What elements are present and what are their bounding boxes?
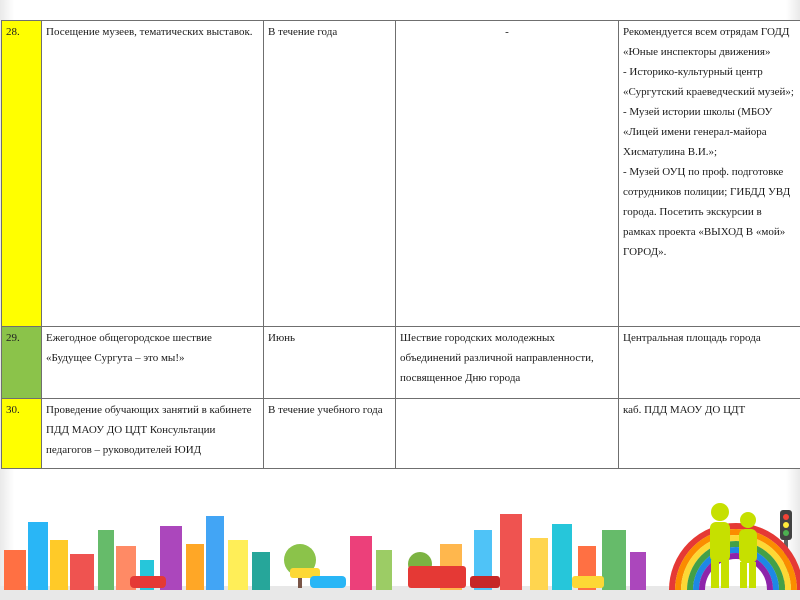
place-cell: Центральная площадь города bbox=[619, 327, 800, 399]
event-cell: Ежегодное общегородское шествие «Будущее Сургута – это мы!» bbox=[42, 327, 264, 399]
description-cell bbox=[396, 399, 619, 469]
description-cell: Шествие городских молодежных объединений различной направленности, посвященное Дню города bbox=[396, 327, 619, 399]
period-cell: Июнь bbox=[264, 327, 396, 399]
table-row bbox=[2, 399, 800, 469]
event-cell: Проведение обучающих занятий в кабинете ПДД МАОУ ДО ЦДТ Консультации педагогов – руководителей ЮИД bbox=[42, 399, 264, 469]
period-cell: В течение учебного года bbox=[264, 399, 396, 469]
place-line: - Музей ОУЦ по проф. подготовке сотрудников полиции; ГИБДД УВД города. Посетить экскурсии в рамках проекта «ВЫХОД В «мой» ГОРОД». bbox=[623, 166, 791, 258]
event-cell: Посещение музеев, тематических выставок. bbox=[42, 21, 264, 327]
place-cell: каб. ПДД МАОУ ДО ЦДТ bbox=[619, 399, 800, 469]
place-line: Рекомендуется всем отрядам ГОДД «Юные инспекторы движения» bbox=[623, 26, 790, 58]
table-row bbox=[2, 21, 800, 327]
row-number: 28. bbox=[2, 21, 42, 327]
events-table bbox=[1, 20, 800, 469]
place-cell bbox=[619, 21, 800, 327]
row-number: 29. bbox=[2, 327, 42, 399]
period-cell: В течение года bbox=[264, 21, 396, 327]
row-number: 30. bbox=[2, 399, 42, 469]
table-row bbox=[2, 327, 800, 399]
city-illustration bbox=[0, 490, 800, 600]
empty-dash: - bbox=[505, 26, 509, 38]
description-cell bbox=[396, 21, 619, 327]
place-line: - Историко-культурный центр «Сургутский краеведческий музей»; bbox=[623, 66, 794, 98]
place-line: - Музей истории школы (МБОУ «Лицей имени генерал-майора Хисматулина В.И.»; bbox=[623, 106, 773, 158]
